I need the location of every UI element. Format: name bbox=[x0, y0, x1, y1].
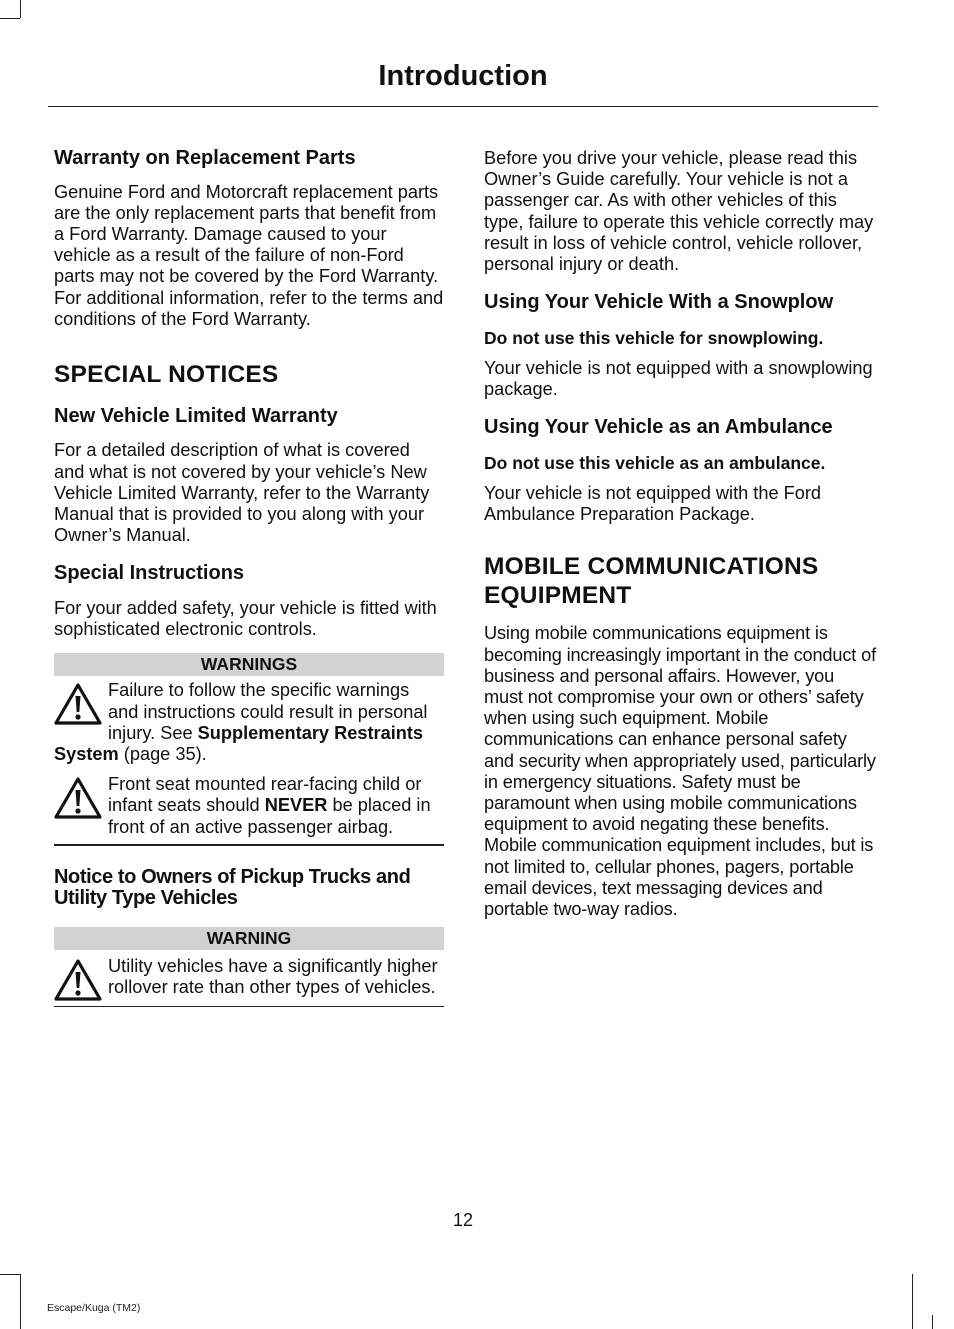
warning2-text: Front seat mounted rear-facing child or infant seats should NEVER be placed in front of an active passenger airbag. bbox=[108, 774, 431, 837]
mobile-text: Using mobile communications equipment is becoming increasingly important in the conduct of business and personal affairs. However, you must not compromise your own or others’ safety when using such equipment. Mobile communications can enhance personal safety and security when appropriately used, particularly in emergency situations. Safety must be paramount when using mobile communications equipment to avoid negating these benefits. Mobile communication equipment includes, but is not limited to, cellular phones, pagers, portable email devices, text messaging devices and portable two-way radios. bbox=[484, 623, 876, 920]
footer-model: Escape/Kuga (TM2) bbox=[47, 1302, 141, 1314]
warning-triangle-icon bbox=[54, 682, 102, 726]
intro-text: Before you drive your vehicle, please read this Owner’s Guide carefully. Your vehicle is not a passenger car. As with other vehicles of this type, failure to operate this vehicle correctly may result in loss of vehicle control, vehicle rollover, personal injury or death. bbox=[484, 148, 874, 275]
nvlw-heading: New Vehicle Limited Warranty bbox=[54, 404, 338, 427]
special-notices-heading: SPECIAL NOTICES bbox=[54, 360, 279, 388]
title-divider bbox=[48, 106, 878, 107]
warning-bar: WARNING bbox=[54, 927, 444, 950]
snowplow-text: Your vehicle is not equipped with a snowplowing package. bbox=[484, 357, 873, 400]
warning1-text: Failure to follow the specific warnings and instructions could result in personal injury. See Supplementary Restraints System (page 35). bbox=[54, 680, 428, 764]
ambulance-heading: Using Your Vehicle as an Ambulance bbox=[484, 416, 833, 439]
nvlw-text: For a detailed description of what is covered and what is not covered by your vehicle’s New Vehicle Limited Warranty, refer to the Warranty Manual that is provided to you along with your Owner’s Manual. bbox=[54, 440, 430, 546]
warning-item bbox=[54, 774, 444, 838]
crop-mark bbox=[20, 1314, 21, 1329]
warning3-text: Utility vehicles have a significantly higher rollover rate than other types of vehicles. bbox=[108, 955, 438, 997]
ambulance-warning: Do not use this vehicle as an ambulance. bbox=[484, 452, 826, 473]
mobile-heading: MOBILE COMMUNICATIONS EQUIPMENT bbox=[484, 553, 819, 610]
divider bbox=[54, 1006, 444, 1007]
warning-item bbox=[54, 680, 444, 765]
special-instructions-heading: Special Instructions bbox=[54, 562, 245, 585]
ambulance-text: Your vehicle is not equipped with the Ford Ambulance Preparation Package. bbox=[484, 483, 822, 525]
snowplow-warning: Do not use this vehicle for snowplowing. bbox=[484, 327, 824, 348]
page-number: 12 bbox=[452, 1210, 474, 1230]
crop-mark bbox=[20, 1274, 21, 1314]
special-instructions-text: For your added safety, your vehicle is fitted with sophisticated electronic controls. bbox=[54, 597, 437, 640]
crop-mark bbox=[932, 1315, 933, 1329]
warning-triangle-icon bbox=[54, 958, 102, 1002]
left-column bbox=[54, 146, 444, 1007]
warranty-text: Genuine Ford and Motorcraft replacement parts are the only replacement parts that benefit from a Ford Warranty. Damage caused to your vehicle as a result of the failure of non-Ford parts may not be covered by the Ford Warranty. For additional information, refer to the terms and conditions of the Ford Warranty. bbox=[54, 181, 444, 329]
divider bbox=[54, 844, 444, 846]
crop-mark bbox=[912, 1274, 913, 1329]
srs-link[interactable]: Supplementary Restraints System bbox=[54, 722, 424, 764]
crop-mark bbox=[0, 18, 20, 19]
crop-mark bbox=[0, 1274, 20, 1275]
warnings-bar: WARNINGS bbox=[54, 653, 444, 676]
warning-triangle-icon bbox=[54, 776, 102, 820]
snowplow-heading: Using Your Vehicle With a Snowplow bbox=[484, 291, 834, 314]
crop-mark bbox=[20, 0, 21, 18]
page-title: Introduction bbox=[378, 60, 548, 92]
pickup-heading: Notice to Owners of Pickup Trucks and Utility Type Vehicles bbox=[54, 865, 411, 910]
right-column bbox=[484, 146, 876, 920]
warranty-heading: Warranty on Replacement Parts bbox=[54, 147, 356, 169]
warning-item bbox=[54, 956, 444, 998]
